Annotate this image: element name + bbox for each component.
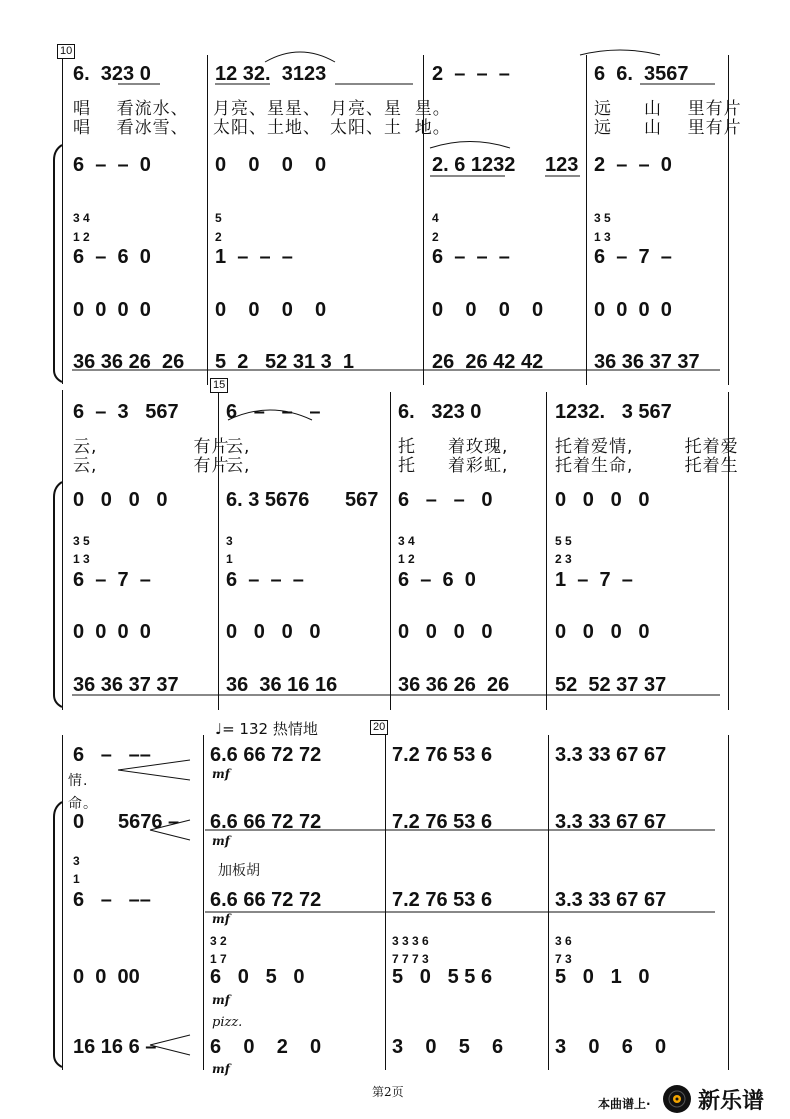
chord-mid: 1 xyxy=(73,872,80,886)
lyric-verse-2: 托 着彩虹, xyxy=(398,456,509,476)
measure-number-10: 10 xyxy=(57,44,75,59)
part2-measure: 6 – – 0 xyxy=(398,489,493,511)
tempo-text: = 132 热情地 xyxy=(222,720,318,738)
part3-measure: 6 – – – xyxy=(432,246,510,268)
voice-measure: 6 – 3 567 xyxy=(73,401,179,423)
chord-mid: 1 xyxy=(226,552,233,566)
part2-measure: 7.2 76 53 6 xyxy=(392,811,493,833)
part3-measure: 3.3 33 67 67 xyxy=(555,889,667,911)
part4-measure: 0 0 0 0 xyxy=(226,621,321,643)
lyric-verse-2: 云, xyxy=(226,456,251,476)
pizz-marking: pizz. xyxy=(212,1015,243,1030)
lyric-verse-1: 云, 有片 xyxy=(73,437,230,457)
vinyl-record-icon xyxy=(662,1084,692,1114)
part5-measure: 6 0 2 0 xyxy=(210,1036,322,1058)
chord-mid: 1 7 xyxy=(210,952,227,966)
part5-measure: 3 0 6 0 xyxy=(555,1036,667,1058)
voice-measure: 6 6. 3567 xyxy=(594,63,689,85)
dynamic-mf: mf xyxy=(212,767,230,781)
part4-measure: 0 0 0 0 xyxy=(398,621,493,643)
quarter-note-icon: ♩ xyxy=(215,720,223,738)
lyric-verse-1: 月亮、星 星。 xyxy=(330,99,451,119)
part2-measure: 0 0 0 0 xyxy=(555,489,650,511)
voice-measure: 1232. 3 567 xyxy=(555,401,672,423)
voice-measure: 6. 323 0 xyxy=(398,401,482,423)
voice-measure: 6 – –– xyxy=(73,744,151,766)
lyric-verse-2: 远 山 里有片 xyxy=(594,118,742,138)
part3-measure: 6 – –– xyxy=(73,889,151,911)
measure-number-15: 15 xyxy=(210,378,228,393)
part2-measure: 6 – – 0 xyxy=(73,154,151,176)
part2-measure: 2 – – 0 xyxy=(594,154,672,176)
part4-measure: 0 0 0 0 xyxy=(594,299,672,321)
chord-mid: 1 2 xyxy=(398,552,415,566)
voice-measure: 3.3 33 67 67 xyxy=(555,744,667,766)
lyric-verse-2: 太阳、土 地。 xyxy=(330,118,451,138)
chord-top: 3 3 3 6 xyxy=(392,934,429,948)
chord-top: 4 xyxy=(432,211,439,225)
lyric-verse-1: 托着爱情, 托着爱 xyxy=(555,437,739,457)
dynamic-mf: mf xyxy=(212,912,230,926)
chord-top: 3 6 xyxy=(555,934,572,948)
tempo-marking xyxy=(215,718,318,739)
part5-measure: 36 36 16 16 xyxy=(226,674,338,696)
dynamic-mf: mf xyxy=(212,1062,230,1076)
part3-measure: 7.2 76 53 6 xyxy=(392,889,493,911)
chord-top: 3 xyxy=(73,854,80,868)
lyric-verse-2: 命。 xyxy=(68,796,98,812)
part5-measure: 26 26 42 42 xyxy=(432,351,544,373)
lyric-verse-2: 唱 看冰雪、 xyxy=(73,118,189,138)
voice-measure: 6. 323 0 xyxy=(73,63,151,85)
part5-measure: 36 36 37 37 xyxy=(594,351,700,373)
chord-mid: 1 2 xyxy=(73,230,90,244)
part2-measure: 567 xyxy=(345,489,379,511)
part3-measure: 6 – 7 – xyxy=(73,569,151,591)
lyric-verse-1: 唱 看流水、 xyxy=(73,99,189,119)
voice-measure: 6.6 66 72 72 xyxy=(210,744,322,766)
part2-measure: 3.3 33 67 67 xyxy=(555,811,667,833)
banhu-instruction: 加板胡 xyxy=(218,863,260,879)
lyric-verse-1: 情. xyxy=(68,773,89,789)
part2-measure: 0 0 0 0 xyxy=(73,489,168,511)
part4-measure: 0 0 0 0 xyxy=(215,299,327,321)
part3-measure: 6 – 6 0 xyxy=(73,246,151,268)
dynamic-mf: mf xyxy=(212,834,230,848)
chord-mid: 7 7 7 3 xyxy=(392,952,429,966)
part4-measure: 0 0 0 0 xyxy=(555,621,650,643)
part5-measure: 16 16 6 – xyxy=(73,1036,157,1058)
part5-measure: 3 0 5 6 xyxy=(392,1036,504,1058)
part2-measure: 6. 3 5676 xyxy=(226,489,310,511)
voice-measure: 7.2 76 53 6 xyxy=(392,744,493,766)
chord-top: 3 2 xyxy=(210,934,227,948)
chord-top: 5 5 xyxy=(555,534,572,548)
chord-top: 3 5 xyxy=(73,534,90,548)
lyric-verse-2: 托着生命, 托着生 xyxy=(555,456,739,476)
part2-measure: 123 xyxy=(545,154,579,176)
dynamic-mf: mf xyxy=(212,993,230,1007)
chord-mid: 2 3 xyxy=(555,552,572,566)
lyric-verse-1: 托 着玫瑰, xyxy=(398,437,509,457)
part2-measure: 5676 – xyxy=(118,811,180,833)
chord-mid: 7 3 xyxy=(555,952,572,966)
chord-mid: 2 xyxy=(432,230,439,244)
part5-measure: 36 36 26 26 xyxy=(398,674,510,696)
part5-measure: 36 36 26 26 xyxy=(73,351,185,373)
lyric-verse-2: 云, 有片 xyxy=(73,456,230,476)
part3-measure: 1 – – – xyxy=(215,246,293,268)
part4-measure: 0 0 0 0 xyxy=(432,299,544,321)
chord-mid: 2 xyxy=(215,230,222,244)
part4-measure: 0 0 0 0 xyxy=(73,621,151,643)
part3-measure: 1 – 7 – xyxy=(555,569,633,591)
chord-top: 5 xyxy=(215,211,222,225)
lyric-verse-1: 远 山 里有片 xyxy=(594,99,742,119)
lyric-verse-2: 太阳、土地、 xyxy=(213,118,321,138)
part4-measure: 5 0 1 0 xyxy=(555,966,650,988)
part4-measure: 0 0 00 xyxy=(73,966,140,988)
voice-measure: 12 32. 3123 xyxy=(215,63,327,85)
logo xyxy=(662,1082,786,1116)
chord-top: 3 5 xyxy=(594,211,611,225)
part4-measure: 0 0 0 0 xyxy=(73,299,151,321)
logo-text: 新乐谱 xyxy=(698,1088,765,1114)
part2-measure: 6.6 66 72 72 xyxy=(210,811,322,833)
part2-measure: 0 0 0 0 xyxy=(215,154,327,176)
part4-measure: 6 0 5 0 xyxy=(210,966,305,988)
part5-measure: 5 2 52 31 3 1 xyxy=(215,351,354,373)
part5-measure: 36 36 37 37 xyxy=(73,674,179,696)
part2-measure: 2. 6 1232 xyxy=(432,154,516,176)
lyric-verse-1: 月亮、星星、 xyxy=(213,99,321,119)
part3-measure: 6 – 6 0 xyxy=(398,569,476,591)
part3-measure: 6 – – – xyxy=(226,569,304,591)
chord-top: 3 xyxy=(226,534,233,548)
page-number: 第2页 xyxy=(372,1085,404,1099)
voice-measure: 2 – – – xyxy=(432,63,510,85)
chord-top: 3 4 xyxy=(73,211,90,225)
part2-measure: 0 xyxy=(73,811,85,833)
part3-measure: 6 – 7 – xyxy=(594,246,672,268)
chord-top: 3 4 xyxy=(398,534,415,548)
chord-mid: 1 3 xyxy=(73,552,90,566)
part3-measure: 6.6 66 72 72 xyxy=(210,889,322,911)
measure-number-20: 20 xyxy=(370,720,388,735)
part5-measure: 52 52 37 37 xyxy=(555,674,667,696)
part4-measure: 5 0 5 5 6 xyxy=(392,966,493,988)
voice-measure: 6 – – – xyxy=(226,401,321,423)
lyric-verse-1: 云, xyxy=(226,437,251,457)
credit-text: 本曲谱上· xyxy=(598,1097,651,1111)
chord-mid: 1 3 xyxy=(594,230,611,244)
